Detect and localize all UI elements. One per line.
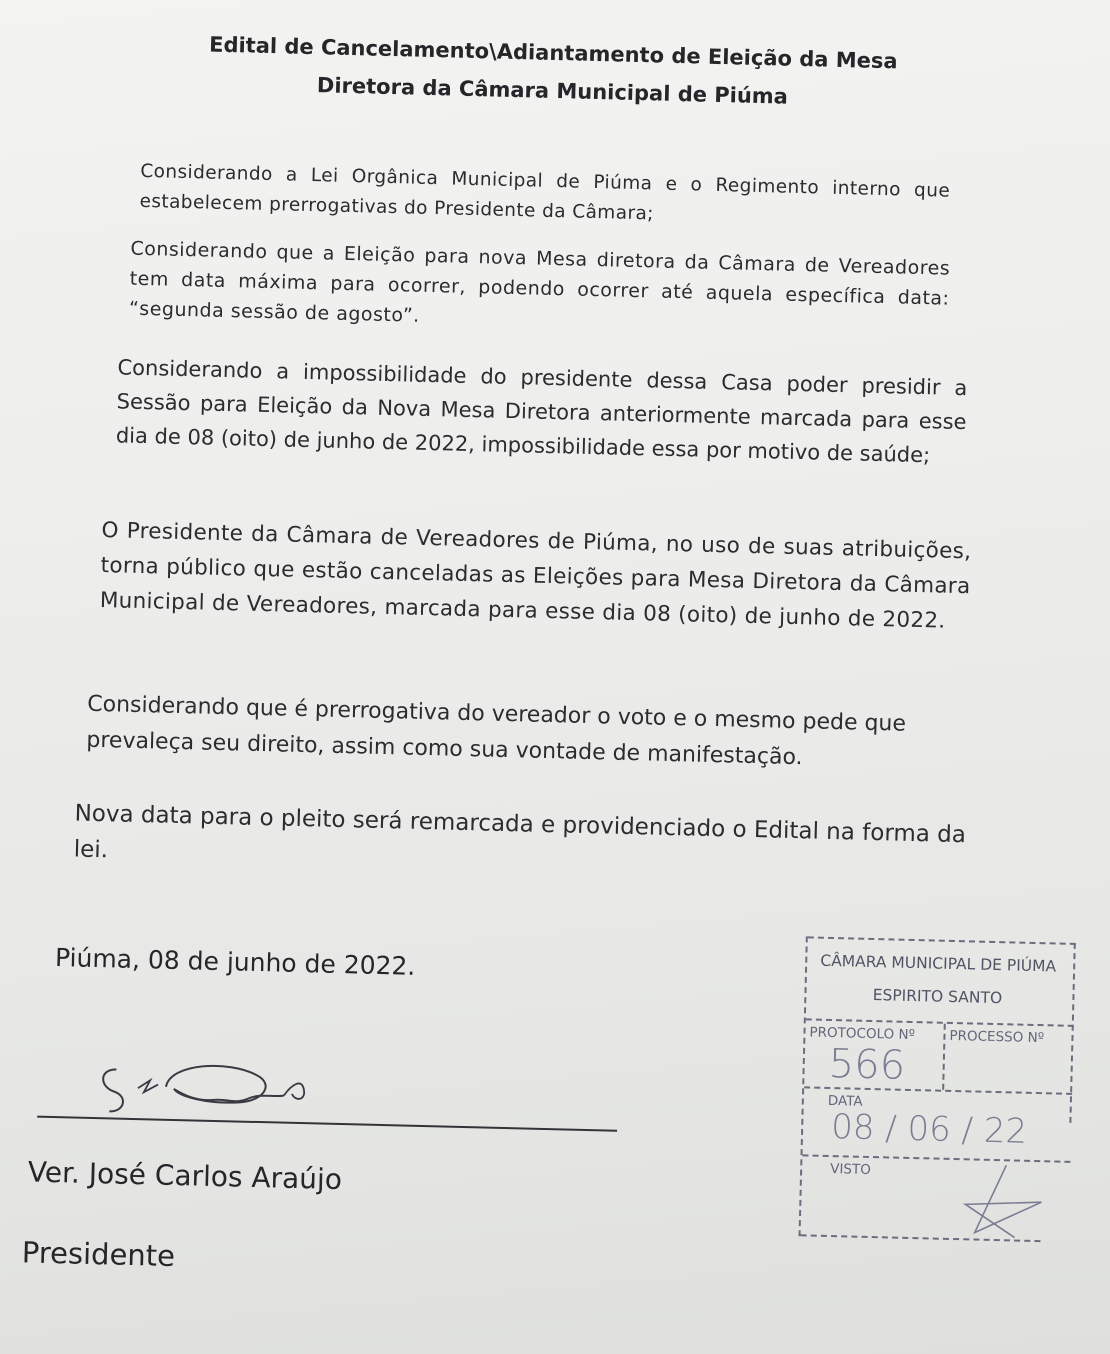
document-title bbox=[132, 24, 974, 121]
place-date: Piúma, 08 de junho de 2022. bbox=[54, 943, 416, 981]
stamp-state: ESPIRITO SANTO bbox=[872, 986, 1003, 1008]
stamp-header bbox=[806, 944, 1070, 1016]
title-line-1: Edital de Cancelamento\Adiantamento de Eleição da Mesa bbox=[208, 32, 898, 74]
paragraph-3: Considerando a impossibilidade do presidente dessa Casa poder presidir a Sessão para Eleição da Nova Mesa Diretora anteriormente marcada para esse dia de 08 (oito) de junho de 2022, impossibilidade essa por motivo de saúde; bbox=[115, 355, 968, 468]
paragraph-6: Nova data para o pleito será remarcada e providenciado o Edital na forma da lei. bbox=[73, 800, 967, 864]
processo-label: PROCESSO Nº bbox=[949, 1027, 1045, 1047]
paragraph-4: O Presidente da Câmara de Vereadores de Piúma, no uso de suas atribuições, torna público que estão canceladas as Eleições para Mesa Diretora da Câmara Municipal de Vereadores, marcada para esse dia 08 (oito) de junho de 2022. bbox=[99, 517, 972, 634]
stamp-institution: CÂMARA MUNICIPAL DE PIÚMA bbox=[820, 951, 1057, 976]
visto-initial-mark bbox=[944, 1160, 1056, 1243]
protocol-stamp bbox=[794, 936, 1081, 1248]
protocolo-label: PROTOCOLO Nº bbox=[809, 1024, 916, 1044]
stamp-column-divider bbox=[942, 1024, 946, 1090]
paragraph-2: Considerando que a Eleição para nova Mesa diretora da Câmara de Vereadores tem data máxima para ocorrer, podendo ocorrer até aquela específica data: “segunda sessão de agosto”. bbox=[128, 237, 951, 327]
paragraph-1: Considerando a Lei Orgânica Municipal de Piúma e o Regimento interno que estabelecem prerrogativas do Presidente da Câmara; bbox=[139, 160, 951, 224]
paragraph-5: Considerando que é prerrogativa do vereador o voto e o mesmo pede que prevaleça seu direito, assim como sua vontade de manifestação. bbox=[86, 691, 907, 771]
stamp-top-border bbox=[808, 936, 1076, 945]
protocolo-value: 566 bbox=[828, 1040, 906, 1089]
stamp-right-border bbox=[1069, 943, 1075, 1123]
signer-role: Presidente bbox=[21, 1235, 176, 1274]
title-line-2: Diretora da Câmara Municipal de Piúma bbox=[316, 73, 789, 109]
data-label: DATA bbox=[827, 1092, 863, 1110]
signer-name: Ver. José Carlos Araújo bbox=[27, 1155, 343, 1197]
visto-label: VISTO bbox=[829, 1161, 872, 1179]
data-value: 08 / 06 / 22 bbox=[830, 1107, 1028, 1152]
